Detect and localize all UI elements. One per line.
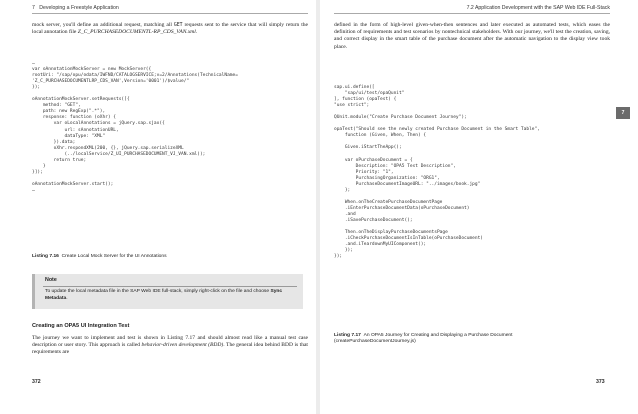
listing-7-16-code-line: 'Z_C_PURCHASEDOCUMENTLRP_CDS_VAN',Version='0001')/$value/" bbox=[32, 79, 190, 85]
listing-7-17-code-line: .and bbox=[344, 211, 356, 217]
note-text-1: To update the local metadata file in the SAP Web IDE full-stack, simply right-click on the file and choose bbox=[45, 289, 271, 294]
right-page-header bbox=[334, 5, 610, 14]
listing-7-16-code-line: } bbox=[42, 163, 46, 169]
listing-7-17-code-line: sap.ui.define([ bbox=[334, 85, 375, 90]
listing-7-17-code-line: "sap/ui/test/opaQunit" bbox=[344, 91, 405, 97]
note-sync-metadata: Sync Metadata bbox=[45, 289, 283, 301]
listing-7-16-code-line: … bbox=[32, 187, 35, 193]
listing-7-17-code-line: }; bbox=[344, 187, 351, 193]
left-intro-paragraph bbox=[32, 22, 308, 36]
listing-7-16-caption bbox=[32, 254, 308, 260]
left-body-paragraph bbox=[32, 335, 308, 357]
listing-7-17-code-line: .iEnterPurchaseDocumentData(oPurchaseDocument) bbox=[344, 205, 470, 211]
listing-7-17-code-line: Given.iStartTheApp(); bbox=[344, 145, 402, 151]
listing-7-16-code bbox=[32, 61, 238, 194]
listing-7-17-caption bbox=[334, 333, 554, 346]
listing-7-17-code-line: QUnit.module("Create Purchase Document Journey"); bbox=[334, 115, 467, 121]
intro-text-3: . bbox=[195, 29, 198, 36]
note-text-2: . bbox=[66, 295, 68, 301]
section-heading: Creating an OPA5 UI Integration Test bbox=[32, 323, 130, 329]
caption-label: Listing 7.16 bbox=[32, 254, 59, 259]
chapter-tab: 7 bbox=[616, 107, 630, 119]
caption-label: Listing 7.17 bbox=[334, 333, 361, 338]
listing-7-16-code-line: }); bbox=[32, 85, 41, 91]
listing-7-17-code-line: When.onTheCreatePurchaseDocumentPage bbox=[344, 199, 443, 205]
listing-7-16-code-line: method: "GET", bbox=[42, 103, 81, 109]
listing-7-17-code-line: function (Given, When, Then) { bbox=[344, 133, 427, 139]
listing-7-16-code-line: return true; bbox=[53, 157, 87, 163]
listing-7-16-code-line: }]); bbox=[32, 169, 43, 175]
listing-7-17-code-line: "use strict"; bbox=[334, 103, 370, 109]
right-page-number: 373 bbox=[596, 379, 605, 385]
listing-7-16-code-line: }).data; bbox=[53, 139, 76, 145]
listing-7-16-code-line: oXhr.respondXML(200, {}, jQuery.sap.serializeXML bbox=[53, 145, 184, 151]
listing-7-17-code-line: PurchasingOrganization: "ORG1", bbox=[355, 175, 440, 181]
body-text-2: . The general idea behind BDD is that requirements are bbox=[32, 342, 308, 356]
listing-7-16-code-line: dataType: "XML" bbox=[64, 133, 106, 139]
note-divider bbox=[43, 286, 297, 287]
listing-7-16-code-line: rootUri: "/sap/opu/odata/IWFND/CATALOGSERVICE;v=2/Annotations(TechnicalName= bbox=[32, 73, 238, 79]
body-text-1: The journey we want to implement and test is shown in Listing 7.17 and should almost read like a manual test case description or user story. This approach is called bbox=[32, 335, 308, 349]
left-page-number: 372 bbox=[32, 379, 41, 385]
listing-7-17-code-line: ], function (opaTest) { bbox=[334, 97, 397, 103]
listing-7-17-code-line: }); bbox=[344, 248, 353, 254]
right-page bbox=[320, 0, 638, 414]
left-header-number: 7 bbox=[32, 5, 35, 11]
listing-7-16-code-line: response: function (oXhr) { bbox=[42, 115, 116, 121]
left-page bbox=[0, 0, 316, 414]
bdd-term: behavior-driven development (BDD) bbox=[141, 342, 224, 349]
left-header-chapter: Developing a Freestyle Application bbox=[39, 5, 119, 11]
listing-7-17-code-line: Priority: "1", bbox=[355, 169, 394, 175]
inline-code-get: GET bbox=[173, 23, 183, 28]
right-header-title: 7.2 Application Development with the SAP Web IDE Full-Stack bbox=[466, 5, 610, 11]
note-text bbox=[45, 289, 295, 302]
note-box bbox=[32, 274, 303, 309]
intro-text-2: requests sent to the service that will simply return the local annotation file bbox=[32, 22, 308, 36]
listing-7-17-code-line: Then.onTheDisplayPurchaseDocumentsPage bbox=[344, 230, 448, 236]
left-page-header bbox=[32, 5, 308, 14]
listing-7-17-code bbox=[334, 85, 540, 260]
listing-7-16-code-line: path: new RegExp(".*"), bbox=[42, 109, 106, 115]
listing-7-16-code-line: oAnnotationMockServer.setRequests([{ bbox=[32, 97, 130, 103]
left-header-title bbox=[32, 5, 119, 11]
listing-7-17-code-line: PurchaseDocumentImageURL: "../images/book.jpg" bbox=[355, 181, 481, 187]
intro-text-1: mock server, you'll define an additional request, matching all bbox=[32, 22, 174, 28]
listing-7-17-code-line: Description: "OPA5 Test Description", bbox=[355, 163, 456, 169]
listing-7-16-code-line: var oAnnotationMockServer = new MockServer({ bbox=[32, 67, 152, 73]
listing-7-16-code-line: var oLocalAnnotations = jQuery.sap.sjax({ bbox=[53, 121, 165, 127]
annotation-file-name: Z_C_PURCHASEDOCUMENTL-RP_CDS_VAN.xml bbox=[77, 29, 196, 36]
listing-7-16-code-line: (../localService/Z_UI_PURCHASEDOCUMENT_VJ_VAN.xml)); bbox=[64, 151, 206, 157]
listing-7-17-code-line: .iSavePurchaseDocument(); bbox=[344, 218, 413, 224]
listing-7-17-code-line: .iCheckPurchaseDocumentIsInTable(oPurchaseDocument) bbox=[344, 236, 484, 242]
note-title: Note bbox=[45, 277, 57, 283]
caption-text: Create Local Mock Server for the UI Annotations bbox=[61, 254, 167, 259]
listing-7-17-code-line: .and.iTeardownMyUIComponent(); bbox=[344, 242, 427, 248]
listing-7-17-code-line: var oPurchaseDocument = { bbox=[344, 157, 413, 163]
listing-7-17-code-line: }); bbox=[334, 254, 343, 260]
listing-7-17-code-line: opaTest("Should see the newly created Purchase Document in the Smart Table", bbox=[334, 127, 540, 133]
listing-7-16-code-line: … bbox=[32, 61, 35, 66]
caption-text: An OPA5 Journey for Creating and Displaying a Purchase Document (createPurchaseDocumentJourney.js) bbox=[334, 333, 513, 345]
listing-7-16-code-line: url: sAnnotationURL, bbox=[64, 127, 119, 133]
listing-7-16-code-line: oAnnotationMockServer.start(); bbox=[32, 181, 114, 187]
right-intro-paragraph: defined in the form of high-level given-when-then sentences and later executed as automated tests, which eases the definition of requirements and test scenarios by nontechnical stakeholders. With our journey, we'll test the creation, saving, and correct display in the smart table of the purchase document after the automatic navigation to the display view took place. bbox=[334, 22, 610, 50]
